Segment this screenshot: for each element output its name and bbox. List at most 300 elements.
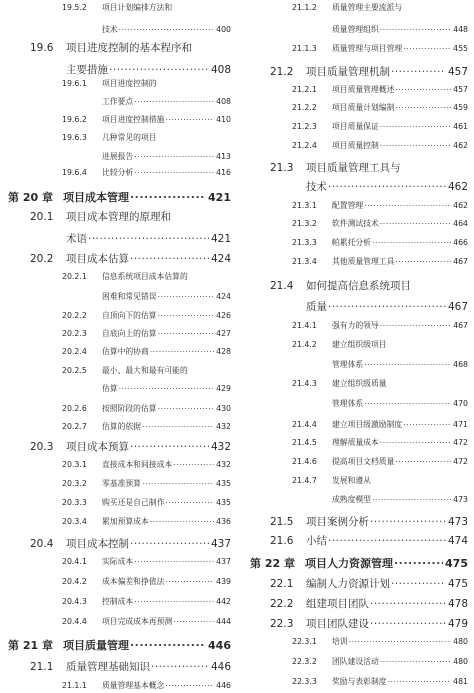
toc-entry-title: 项目质量管理机制 — [306, 66, 390, 78]
dot-leader — [379, 24, 451, 32]
toc-entry-number: 21.2.3 — [292, 122, 317, 131]
toc-entry-title: 零基准预算 — [102, 479, 141, 488]
toc-entry-page-number: 408 — [216, 97, 231, 106]
dot-leader — [394, 456, 451, 464]
toc-entry-number: 20.3.4 — [62, 517, 87, 526]
toc-entry — [270, 533, 468, 548]
toc-entry-page-number: 437 — [216, 557, 231, 566]
toc-entry-number: 第 21 章 — [8, 639, 53, 652]
toc-entry-page-number: 457 — [453, 85, 468, 94]
toc-entry-title: 估算的依据 — [102, 422, 141, 431]
toc-entry — [292, 43, 468, 54]
toc-entry-page-number: 442 — [216, 597, 231, 606]
toc-entry — [332, 24, 468, 35]
toc-entry-title: 几种常见的项目 — [102, 133, 157, 142]
toc-entry-page-number: 472 — [453, 457, 468, 466]
toc-entry-title: 项目案例分析 — [306, 516, 369, 528]
toc-entry-number: 21.3.2 — [292, 219, 317, 228]
toc-entry-page-number: 462 — [453, 141, 468, 150]
dot-leader — [394, 84, 451, 92]
toc-entry — [292, 200, 468, 211]
toc-entry-number: 20.2.3 — [62, 329, 87, 338]
toc-entry — [306, 299, 468, 314]
toc-entry — [292, 378, 468, 389]
toc-entry-title: 购买还是自己制作 — [102, 498, 165, 507]
toc-entry-title: 建立项目级激励制度 — [332, 420, 403, 429]
toc-entry-title: 信息系统项目成本估算的 — [102, 272, 188, 281]
toc-entry-number: 21.4.7 — [292, 476, 317, 485]
toc-entry — [292, 676, 468, 687]
toc-entry-number: 21.2.1 — [292, 85, 317, 94]
toc-entry — [292, 456, 468, 467]
toc-entry-page-number: 479 — [447, 618, 468, 630]
dot-leader — [379, 437, 451, 445]
toc-entry-title: 如何提高信息系统项目 — [306, 280, 411, 292]
toc-entry — [292, 339, 468, 350]
toc-entry-number: 21.4.4 — [292, 420, 317, 429]
toc-entry-number: 21.4.3 — [292, 379, 317, 388]
toc-entry-title: 自底向上的估算 — [102, 329, 157, 338]
toc-entry-title: 技术 — [102, 25, 118, 34]
toc-entry-title: 质量管理与项目管理 — [332, 44, 403, 53]
toc-entry — [62, 478, 231, 489]
toc-entry — [62, 680, 231, 691]
toc-entry — [270, 596, 468, 611]
toc-entry-title: 发展和遵从 — [332, 476, 371, 485]
toc-entry-page-number: 470 — [453, 399, 468, 408]
toc-entry-number: 21.5 — [270, 516, 294, 528]
toc-entry-number: 19.6.2 — [62, 115, 87, 124]
dot-leader — [394, 102, 451, 110]
dot-leader — [150, 660, 209, 671]
toc-entry-page-number: 474 — [447, 535, 468, 547]
toc-entry-page-number: 432 — [216, 422, 231, 431]
toc-entry-page-number: 436 — [216, 517, 231, 526]
toc-entry-number: 22.1 — [270, 578, 294, 590]
toc-entry — [292, 237, 468, 248]
toc-entry — [332, 359, 468, 370]
toc-entry-number: 20.2.5 — [62, 366, 87, 375]
toc-entry-title: 按照阶段的估算 — [102, 404, 157, 413]
toc-entry-number: 第 20 章 — [8, 191, 53, 204]
toc-entry — [102, 291, 231, 302]
toc-entry-page-number: 481 — [453, 677, 468, 686]
toc-entry-title: 估算中的协商 — [102, 347, 149, 356]
toc-entry — [62, 114, 231, 125]
toc-entry-title: 项目成本控制 — [66, 538, 129, 550]
toc-entry-title: 团队建设活动 — [332, 657, 379, 666]
toc-entry — [30, 659, 231, 674]
toc-entry-page-number: 446 — [210, 661, 231, 673]
dot-leader — [402, 43, 451, 51]
toc-entry-page-number: 462 — [453, 201, 468, 210]
toc-entry-number: 21.6 — [270, 535, 294, 547]
toc-entry — [292, 419, 468, 430]
toc-entry-title: 质量管理基本概念 — [102, 681, 165, 690]
toc-entry-title: 控制成本 — [102, 597, 134, 606]
toc-entry-page-number: 448 — [453, 25, 468, 34]
toc-entry-number: 21.1.1 — [62, 681, 87, 690]
toc-entry-title: 项目计划编排方法和 — [102, 3, 173, 12]
dot-leader — [348, 636, 452, 644]
toc-entry-title: 项目完成成本再预测 — [102, 617, 173, 626]
toc-entry-title: 组建项目团队 — [306, 598, 369, 610]
toc-entry-title: 术语 — [66, 233, 87, 245]
toc-entry-title: 强有力的领导 — [332, 321, 379, 330]
toc-entry-page-number: 421 — [208, 191, 231, 204]
toc-entry — [102, 24, 231, 35]
toc-entry-title: 项目进度控制的 — [102, 79, 157, 88]
toc-entry-page-number: 468 — [453, 360, 468, 369]
toc-entry-page-number: 467 — [447, 301, 468, 313]
toc-entry-number: 22.2 — [270, 598, 294, 610]
toc-entry — [270, 616, 468, 631]
toc-entry-title: 项目质量计划编制 — [332, 103, 395, 112]
dot-leader — [402, 419, 451, 427]
dot-leader — [133, 96, 214, 104]
toc-entry-number: 20.3 — [30, 441, 54, 453]
toc-entry-page-number: 475 — [447, 578, 468, 590]
toc-entry-title: 项目成本管理 — [62, 191, 129, 204]
dot-leader — [387, 676, 452, 684]
toc-entry-title: 质量管理基础知识 — [66, 661, 150, 673]
dot-leader — [157, 403, 215, 411]
toc-entry-page-number: 446 — [208, 639, 231, 652]
toc-entry-page-number: 439 — [216, 577, 231, 586]
toc-entry-number: 20.2.6 — [62, 404, 87, 413]
toc-entry — [306, 179, 468, 194]
toc-entry-number: 21.3 — [270, 162, 294, 174]
toc-entry-title: 管理体系 — [332, 399, 364, 408]
toc-entry — [102, 383, 231, 394]
toc-entry — [66, 231, 231, 246]
toc-entry-page-number: 480 — [453, 657, 468, 666]
toc-entry-number: 20.3.3 — [62, 498, 87, 507]
dot-leader — [371, 494, 451, 502]
dot-leader — [327, 300, 446, 311]
toc-entry-number: 19.6.1 — [62, 79, 87, 88]
toc-entry-page-number: 435 — [216, 498, 231, 507]
toc-entry-number: 20.3.2 — [62, 479, 87, 488]
toc-entry-page-number: 408 — [210, 64, 231, 76]
dot-leader — [133, 151, 214, 159]
dot-leader — [133, 556, 214, 564]
toc-entry-page-number: 432 — [216, 460, 231, 469]
toc-entry-title: 项目成本预算 — [66, 441, 129, 453]
toc-entry — [292, 140, 468, 151]
toc-entry-title: 建立组织级质量 — [332, 379, 387, 388]
toc-entry-title: 直接成本和间接成本 — [102, 460, 173, 469]
dot-leader — [379, 320, 451, 328]
toc-entry-title: 最小、最大和最有可能的 — [102, 366, 188, 375]
toc-entry-title: 项目成本估算 — [66, 253, 129, 265]
toc-entry-number: 19.6 — [30, 42, 54, 54]
toc-entry — [332, 398, 468, 409]
toc-entry — [30, 536, 231, 551]
toc-entry-page-number: 472 — [453, 438, 468, 447]
dot-leader — [118, 24, 215, 32]
toc-entry-title: 质量 — [306, 301, 327, 313]
dot-leader — [369, 515, 446, 526]
toc-entry-page-number: 426 — [216, 311, 231, 320]
toc-entry-number: 22.3.2 — [292, 657, 317, 666]
toc-entry-page-number: 413 — [216, 152, 231, 161]
toc-entry — [62, 167, 231, 178]
toc-entry-number: 20.4.1 — [62, 557, 87, 566]
toc-entry — [8, 189, 231, 205]
toc-entry-title: 项目成本管理的原理和 — [66, 211, 171, 223]
toc-entry — [270, 278, 468, 293]
toc-entry-title: 实际成本 — [102, 557, 134, 566]
dot-leader — [369, 617, 446, 628]
toc-entry-title: 技术 — [306, 181, 327, 193]
toc-entry — [62, 403, 231, 414]
toc-entry-number: 21.1.2 — [292, 3, 317, 12]
toc-entry-number: 21.4.2 — [292, 340, 317, 349]
toc-entry — [62, 328, 231, 339]
toc-entry-number: 21.4.5 — [292, 438, 317, 447]
toc-entry-page-number: 462 — [447, 181, 468, 193]
toc-entry-number: 20.4.3 — [62, 597, 87, 606]
toc-entry-number: 22.3.1 — [292, 637, 317, 646]
toc-entry-title: 质量管理主要流派与 — [332, 3, 403, 12]
dot-leader — [393, 556, 443, 567]
toc-entry — [66, 62, 231, 77]
toc-entry-number: 22.3.3 — [292, 677, 317, 686]
dot-leader — [141, 421, 214, 429]
toc-entry-page-number: 437 — [210, 538, 231, 550]
toc-entry — [270, 576, 468, 591]
toc-entry — [292, 320, 468, 331]
toc-entry-page-number: 473 — [447, 516, 468, 528]
toc-entry-number: 21.4.1 — [292, 321, 317, 330]
toc-entry-title: 奖励与表彰制度 — [332, 677, 387, 686]
toc-entry — [62, 596, 231, 607]
dot-leader — [133, 596, 214, 604]
toc-entry — [62, 459, 231, 470]
toc-entry-title: 建立组织级项目 — [332, 340, 387, 349]
dot-leader — [157, 291, 215, 299]
dot-leader — [149, 516, 214, 524]
toc-entry-page-number: 446 — [216, 681, 231, 690]
toc-entry — [62, 616, 231, 627]
toc-entry-title: 项目进度控制措施 — [102, 115, 165, 124]
toc-entry-title: 质量管理组织 — [332, 25, 379, 34]
toc-entry-page-number: 416 — [216, 168, 231, 177]
toc-entry — [270, 64, 468, 79]
toc-entry-page-number: 464 — [453, 219, 468, 228]
dot-leader — [164, 680, 214, 688]
toc-entry-page-number: 457 — [447, 66, 468, 78]
toc-entry — [62, 310, 231, 321]
dot-leader — [157, 328, 215, 336]
toc-entry-title: 配置管理 — [332, 201, 364, 210]
toc-entry — [62, 421, 231, 432]
toc-entry-page-number: 428 — [216, 347, 231, 356]
toc-entry-number: 21.1.3 — [292, 44, 317, 53]
toc-entry-page-number: 435 — [216, 479, 231, 488]
toc-entry — [332, 494, 468, 505]
toc-entry-number: 21.2.2 — [292, 103, 317, 112]
toc-entry-title: 小结 — [306, 535, 327, 547]
toc-entry-title: 成本偏差和挣值法 — [102, 577, 165, 586]
toc-entry — [292, 656, 468, 667]
toc-entry — [270, 160, 468, 175]
toc-entry-number: 20.4.2 — [62, 577, 87, 586]
dot-leader — [390, 577, 446, 588]
toc-entry-number: 20.2.4 — [62, 347, 87, 356]
toc-entry — [292, 121, 468, 132]
toc-entry-number: 21.4 — [270, 280, 294, 292]
toc-entry-title: 主要措施 — [66, 64, 108, 76]
dot-leader — [394, 256, 451, 264]
toc-entry — [102, 151, 231, 162]
toc-entry-page-number: 444 — [216, 617, 231, 626]
toc-entry-title: 软件测试技术 — [332, 219, 379, 228]
dot-leader — [363, 200, 451, 208]
toc-entry-title: 成熟度模型 — [332, 495, 371, 504]
toc-entry-title: 项目质量管理概述 — [332, 85, 395, 94]
toc-entry — [102, 96, 231, 107]
toc-entry-title: 帕累托分析 — [332, 238, 371, 247]
toc-entry-title: 项目进度控制的基本程序和 — [66, 42, 192, 54]
toc-entry-number: 19.5.2 — [62, 3, 87, 12]
toc-entry-page-number: 471 — [453, 420, 468, 429]
toc-entry-title: 估算 — [102, 384, 118, 393]
toc-entry-page-number: 461 — [453, 122, 468, 131]
toc-entry — [292, 102, 468, 113]
toc-entry — [270, 514, 468, 529]
toc-entry — [250, 555, 468, 571]
dot-leader — [172, 459, 214, 467]
toc-entry-number: 第 22 章 — [250, 557, 295, 570]
toc-entry-title: 比较分析 — [102, 168, 134, 177]
toc-entry-number: 21.4.6 — [292, 457, 317, 466]
toc-entry-page-number: 430 — [216, 404, 231, 413]
dot-leader — [379, 218, 451, 226]
toc-entry — [292, 2, 468, 13]
toc-entry — [8, 637, 231, 653]
toc-entry-number: 21.1 — [30, 661, 54, 673]
toc-entry-title: 自顶向下的估算 — [102, 311, 157, 320]
toc-entry-number: 20.3.1 — [62, 460, 87, 469]
dot-leader — [379, 656, 451, 664]
dot-leader — [390, 65, 446, 76]
toc-entry-page-number: 429 — [216, 384, 231, 393]
dot-leader — [327, 534, 446, 545]
dot-leader — [164, 497, 214, 505]
toc-entry-title: 项目质量管理工具与 — [306, 162, 401, 174]
toc-entry-number: 20.4 — [30, 538, 54, 550]
dot-leader — [129, 638, 206, 649]
dot-leader — [129, 537, 209, 548]
dot-leader — [129, 440, 209, 451]
dot-leader — [129, 252, 209, 263]
dot-leader — [363, 398, 451, 406]
toc-entry — [62, 132, 231, 143]
toc-entry-number: 20.2 — [30, 253, 54, 265]
toc-entry-page-number: 459 — [453, 103, 468, 112]
dot-leader — [379, 140, 451, 148]
toc-entry — [30, 40, 231, 55]
toc-entry-page-number: 424 — [216, 292, 231, 301]
dot-leader — [87, 232, 209, 243]
toc-entry — [62, 365, 231, 376]
toc-entry-number: 21.2 — [270, 66, 294, 78]
toc-entry-number: 20.4.4 — [62, 617, 87, 626]
toc-entry-page-number: 475 — [445, 557, 468, 570]
toc-entry-number: 19.6.3 — [62, 133, 87, 142]
toc-entry-page-number: 400 — [216, 25, 231, 34]
toc-entry-page-number: 421 — [210, 233, 231, 245]
dot-leader — [141, 478, 214, 486]
toc-entry — [292, 475, 468, 486]
toc-entry — [62, 556, 231, 567]
dot-leader — [133, 167, 214, 175]
dot-leader — [363, 359, 451, 367]
toc-entry-title: 项目质量保证 — [332, 122, 379, 131]
toc-entry — [292, 84, 468, 95]
dot-leader — [371, 237, 451, 245]
dot-leader — [327, 180, 446, 191]
toc-entry-page-number: 480 — [453, 637, 468, 646]
toc-entry-title: 提高项目文档质量 — [332, 457, 395, 466]
toc-entry-title: 累加预算成本 — [102, 517, 149, 526]
toc-entry-title: 理解质量成本 — [332, 438, 379, 447]
toc-entry — [62, 497, 231, 508]
toc-entry-title: 项目人力资源管理 — [304, 557, 393, 570]
dot-leader — [379, 121, 451, 129]
toc-entry-page-number: 466 — [453, 238, 468, 247]
toc-entry-number: 20.2.2 — [62, 311, 87, 320]
toc-entry-title: 困难和常见错误 — [102, 292, 157, 301]
toc-entry-page-number: 432 — [210, 441, 231, 453]
toc-entry-number: 20.2.7 — [62, 422, 87, 431]
toc-entry — [292, 437, 468, 448]
toc-entry-number: 22.3 — [270, 618, 294, 630]
toc-entry — [292, 636, 468, 647]
toc-entry-number: 20.2.1 — [62, 272, 87, 281]
dot-leader — [164, 576, 214, 584]
toc-entry-title: 项目质量控制 — [332, 141, 379, 150]
dot-leader — [149, 346, 214, 354]
toc-entry — [292, 218, 468, 229]
toc-entry-number: 21.3.3 — [292, 238, 317, 247]
toc-entry-number: 21.3.1 — [292, 201, 317, 210]
toc-entry — [62, 516, 231, 527]
toc-entry-title: 进展报告 — [102, 152, 134, 161]
toc-entry-title: 管理体系 — [332, 360, 364, 369]
dot-leader — [108, 63, 209, 74]
toc-entry-title: 培训 — [332, 637, 348, 646]
toc-entry — [30, 439, 231, 454]
toc-entry — [62, 2, 231, 13]
toc-entry-title: 项目团队建设 — [306, 618, 369, 630]
toc-entry-title: 编制人力资源计划 — [306, 578, 390, 590]
toc-entry — [62, 576, 231, 587]
toc-entry-page-number: 455 — [453, 44, 468, 53]
dot-leader — [172, 616, 214, 624]
toc-entry-number: 19.6.4 — [62, 168, 87, 177]
toc-entry-number: 20.1 — [30, 211, 54, 223]
toc-entry — [62, 346, 231, 357]
toc-entry-page-number: 427 — [216, 329, 231, 338]
dot-leader — [129, 190, 206, 201]
dot-leader — [369, 597, 446, 608]
toc-entry-title: 项目质量管理 — [62, 639, 129, 652]
toc-entry — [62, 271, 231, 282]
toc-entry — [292, 256, 468, 267]
